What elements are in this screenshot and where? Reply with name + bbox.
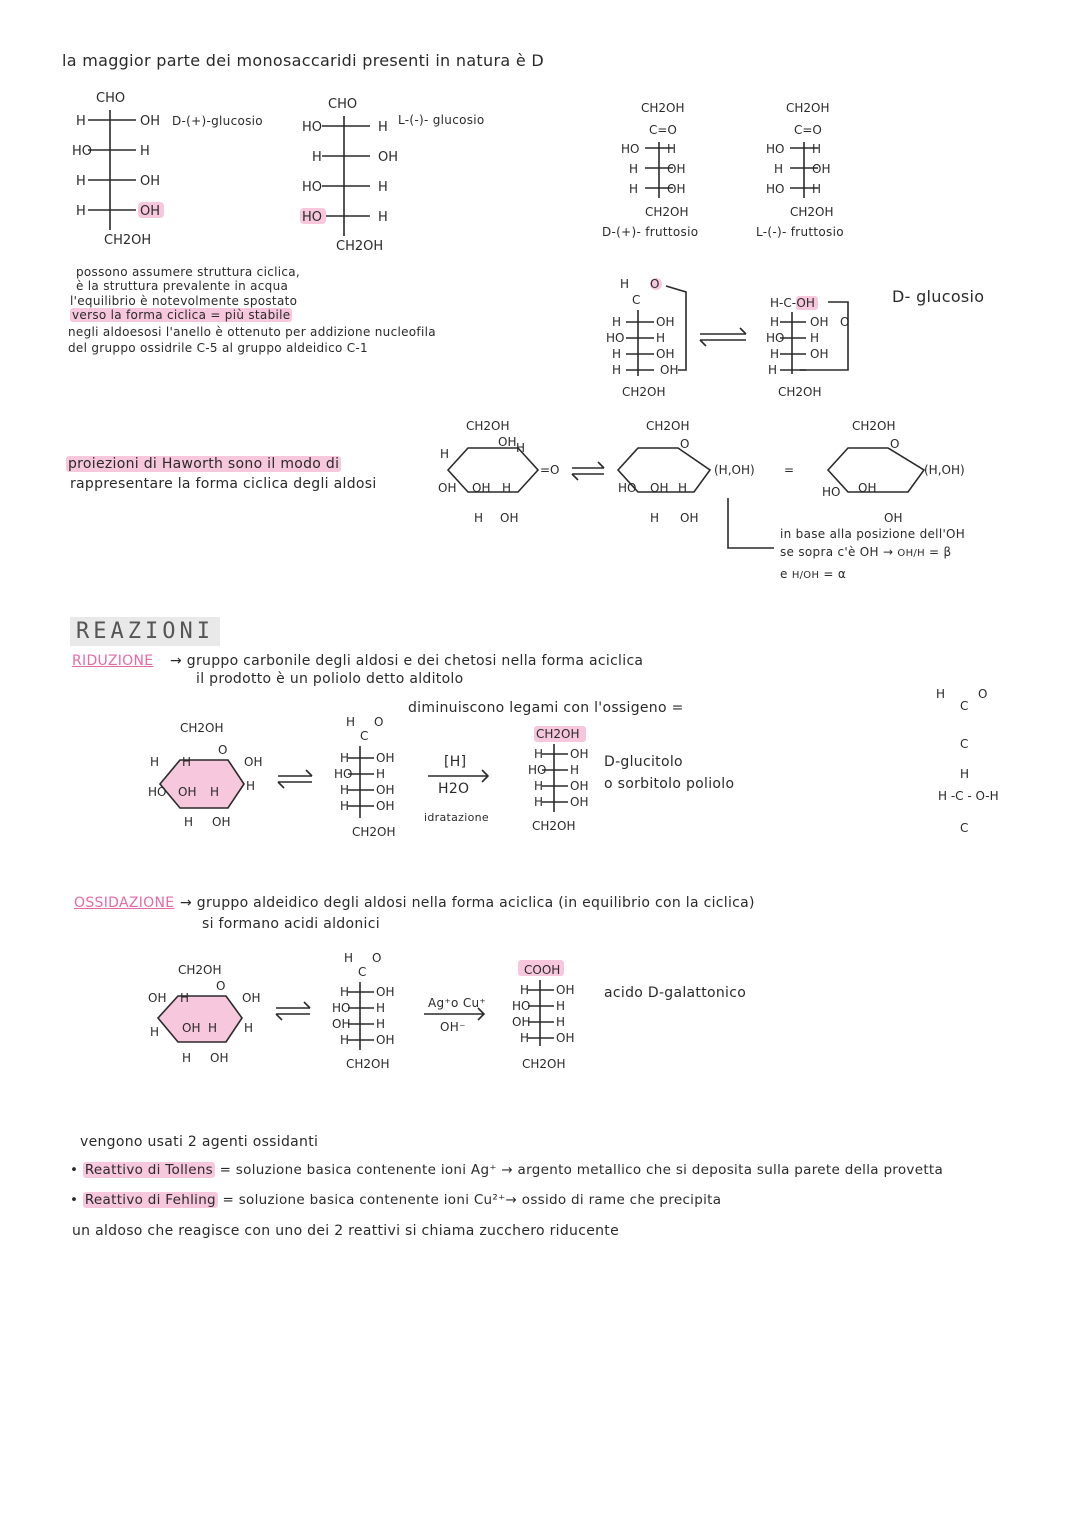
svg-text:OH: OH [212,815,231,829]
svg-text:O: O [374,715,384,729]
svg-text:H: H [556,999,566,1013]
svg-text:CH2OH: CH2OH [622,385,666,399]
svg-text:COOH: COOH [524,963,561,977]
cyclic-line-5: negli aldoesosi l'anello è ottenuto per addizione nucleofila [68,325,436,339]
cyclic-line-1: possono assumere struttura ciclica, [76,265,301,279]
svg-text:H: H [184,815,194,829]
svg-text:OH: OH [556,983,575,997]
svg-text:CH2OH: CH2OH [645,205,689,219]
svg-text:HO: HO [512,999,531,1013]
svg-text:CH2OH: CH2OH [852,419,896,433]
cyclic-line-6: del gruppo ossidrile C-5 al gruppo aldeidico C-1 [68,341,368,355]
svg-text:=: = [784,463,795,477]
reazioni-header: REAZIONI [70,617,220,646]
svg-text:HO: HO [302,120,323,135]
svg-text:H: H [667,142,677,156]
cyclic-line-2: è la struttura prevalente in acqua [76,279,289,293]
svg-text:H: H [534,779,544,793]
svg-text:C: C [358,965,367,979]
svg-text:HO: HO [302,180,323,195]
carbon-sketch [930,686,1030,836]
svg-text:H: H [140,144,150,159]
svg-text:OH: OH [376,799,395,813]
svg-text:H: H [150,755,160,769]
svg-text:OH: OH [148,991,167,1005]
svg-text:CH2OH: CH2OH [178,963,222,977]
svg-text:H: H [376,1001,386,1015]
svg-text:O: O [840,315,850,329]
svg-text:OH: OH [378,150,399,165]
svg-text:H: H [620,277,630,291]
svg-text:OH: OH [884,511,903,525]
svg-text:H: H [76,174,86,189]
riduzione-product-1: D-glucitolo [604,754,683,770]
svg-text:OH: OH [660,363,679,377]
agents-line-1: vengono usati 2 agenti ossidanti [80,1134,319,1150]
svg-text:H: H [656,331,666,345]
svg-text:H: H [244,1021,254,1035]
svg-text:OH: OH [182,1021,201,1035]
svg-text:HO: HO [618,481,637,495]
intro-line: la maggior parte dei monosaccaridi presenti in natura è D [62,51,544,70]
svg-text:H: H [440,447,450,461]
svg-text:H: H [474,511,484,525]
svg-text:CH2OH: CH2OH [778,385,822,399]
svg-text:HO: HO [766,182,785,196]
svg-text:H: H [768,363,778,377]
svg-text:H: H [340,783,350,797]
l-glucose-label: L-(-)- glucosio [398,113,485,127]
svg-text:H: H [534,795,544,809]
haworth-line-2: rappresentare la forma ciclica degli aldosi [70,476,377,492]
svg-text:CH2OH: CH2OH [466,419,510,433]
svg-text:OH: OH [376,985,395,999]
svg-text:H: H [76,204,86,219]
svg-text:OH: OH [656,315,675,329]
ossidazione-line-2: si formano acidi aldonici [202,916,380,932]
riduzione-line-3: diminuiscono legami con l'ossigeno = [408,700,684,716]
agents-line-4: un aldoso che reagisce con uno dei 2 reattivi si chiama zucchero riducente [72,1223,620,1239]
svg-text:H: H [340,799,350,813]
svg-text:H: H [770,315,780,329]
svg-text:CH2OH: CH2OH [180,721,224,735]
haworth-note-3: e H/OH = α [780,567,847,581]
svg-text:OH: OH [667,162,686,176]
svg-text:O: O [890,437,900,451]
svg-text:C=O: C=O [649,123,677,137]
l-fructose-label: L-(-)- fruttosio [756,225,844,239]
svg-text:H: H [376,767,386,781]
svg-text:OH: OH [140,174,161,189]
svg-text:H: H [208,1021,218,1035]
svg-text:OH: OH [376,751,395,765]
svg-text:H: H [516,441,526,455]
svg-text:H: H [76,114,86,129]
riduzione-product-2: o sorbitolo poliolo [604,776,735,792]
svg-text:H: H [520,1031,530,1045]
svg-text:H: H [770,347,780,361]
svg-text:CH2OH: CH2OH [104,233,152,248]
svg-text:OH: OH [656,347,675,361]
haworth-note-2: se sopra c'è OH → OH/H = β [780,545,952,559]
riduzione-diagram [148,714,628,844]
svg-text:H: H [182,1051,192,1065]
svg-text:OH: OH [570,747,589,761]
svg-text:OH: OH [650,481,669,495]
svg-text:CH2OH: CH2OH [346,1057,390,1071]
svg-text:C: C [960,821,969,835]
svg-text:OH: OH [570,779,589,793]
svg-text:C=O: C=O [794,123,822,137]
svg-text:OH: OH [810,315,829,329]
svg-text:H-C-OH: H-C-OH [770,296,815,310]
riduzione-line-2: il prodotto è un poliolo detto alditolo [196,671,464,687]
svg-text:O: O [372,951,382,965]
d-glucose-cyclic-label: D- glucosio [892,287,985,306]
svg-text:HO: HO [822,485,841,499]
svg-text:H: H [210,785,220,799]
svg-text:H: H [810,331,820,345]
svg-text:=O: =O [540,463,560,477]
fischer-l-fructose [760,98,880,223]
svg-text:H: H [340,751,350,765]
svg-text:H: H [502,481,512,495]
svg-text:HO: HO [148,785,167,799]
svg-text:OH: OH [570,795,589,809]
ossidazione-diagram [146,950,626,1080]
svg-text:H: H [960,767,970,781]
svg-text:H: H [378,120,388,135]
svg-text:H: H [534,747,544,761]
svg-text:HO: HO [72,144,93,159]
svg-text:OH: OH [210,1051,229,1065]
svg-text:CH2OH: CH2OH [536,727,580,741]
cyclic-line-4: verso la forma ciclica = più stabile [72,308,291,322]
svg-text:H: H [180,991,190,1005]
svg-text:H: H [376,1017,386,1031]
svg-text:HO: HO [766,142,785,156]
agents-fehling: • Reattivo di Fehling = soluzione basica contenente ioni Cu²⁺→ ossido di rame che precipita [70,1192,722,1208]
svg-text:OH: OH [376,1033,395,1047]
riduzione-title: RIDUZIONE [72,653,154,669]
riduzione-idratazione: idratazione [424,811,489,824]
svg-text:H: H [182,755,192,769]
svg-text:H: H [346,715,356,729]
svg-text:HO: HO [302,210,323,225]
svg-text:H: H [344,951,354,965]
svg-text:OH: OH [472,481,491,495]
d-glucose-label: D-(+)-glucosio [172,114,263,128]
svg-text:CH2OH: CH2OH [646,419,690,433]
ossidazione-reagent: Ag⁺o Cu⁺ [428,996,487,1010]
svg-text:H: H [812,142,822,156]
svg-text:CH2OH: CH2OH [790,205,834,219]
svg-text:H: H [936,687,946,701]
svg-text:H: H [246,779,256,793]
svg-text:H: H [650,511,660,525]
svg-text:O: O [978,687,988,701]
svg-text:CH2OH: CH2OH [522,1057,566,1071]
svg-text:OH: OH [498,435,517,449]
riduzione-reagent: [H] [444,754,467,770]
svg-text:H: H [678,481,688,495]
svg-text:OH: OH [680,511,699,525]
svg-text:HO: HO [621,142,640,156]
svg-text:OH: OH [178,785,197,799]
svg-text:H: H [812,182,822,196]
svg-text:C: C [960,699,969,713]
svg-text:H: H [774,162,784,176]
haworth-note-1: in base alla posizione dell'OH [780,527,966,541]
svg-text:OH: OH [500,511,519,525]
svg-text:H: H [570,763,580,777]
svg-text:OH: OH [140,114,161,129]
svg-text:OH: OH [858,481,877,495]
svg-text:OH: OH [332,1017,351,1031]
ossidazione-line-1: → gruppo aldeidico degli aldosi nella forma aciclica (in equilibrio con la ciclica) [180,895,755,911]
svg-text:OH: OH [556,1031,575,1045]
svg-text:OH: OH [810,347,829,361]
svg-text:H: H [629,182,639,196]
svg-text:H: H [378,180,388,195]
svg-text:(H,OH): (H,OH) [714,463,755,477]
svg-text:HO: HO [606,331,625,345]
ring-closing-diagram [600,272,870,402]
svg-text:OH: OH [376,783,395,797]
svg-text:O: O [650,277,660,291]
svg-text:OH: OH [244,755,263,769]
svg-text:H: H [520,983,530,997]
svg-text:HO: HO [334,767,353,781]
riduzione-line-1: → gruppo carbonile degli aldosi e dei chetosi nella forma aciclica [170,653,644,669]
agents-tollens: • Reattivo di Tollens = soluzione basica contenente ioni Ag⁺ → argento metallico che si deposita sulla parete della provetta [70,1162,944,1178]
svg-text:H: H [312,150,322,165]
ossidazione-product: acido D-galattonico [604,985,747,1001]
svg-text:H: H [378,210,388,225]
svg-text:HO: HO [332,1001,351,1015]
svg-text:CH2OH: CH2OH [532,819,576,833]
haworth-line-1: proiezioni di Haworth sono il modo di [68,456,340,472]
svg-text:O: O [216,979,226,993]
haworth-diagram [438,418,1038,528]
svg-text:OH: OH [242,991,261,1005]
svg-text:CH2OH: CH2OH [352,825,396,839]
svg-text:CHO: CHO [96,91,126,106]
svg-text:C: C [360,729,369,743]
svg-text:H -C - O-H: H -C - O-H [938,789,999,803]
svg-text:OH: OH [140,204,161,219]
svg-text:H: H [556,1015,566,1029]
svg-text:O: O [680,437,690,451]
svg-text:H: H [629,162,639,176]
svg-text:HO: HO [766,331,785,345]
d-fructose-label: D-(+)- fruttosio [602,225,699,239]
svg-text:CH2OH: CH2OH [336,239,384,254]
svg-text:OH: OH [512,1015,531,1029]
svg-text:CH2OH: CH2OH [641,101,685,115]
cyclic-line-3: l'equilibrio è notevolmente spostato [70,294,298,308]
fischer-d-fructose [615,98,735,223]
svg-text:HO: HO [528,763,547,777]
riduzione-water: H2O [438,781,470,797]
svg-text:H: H [340,1033,350,1047]
svg-text:O: O [218,743,228,757]
svg-text:OH: OH [667,182,686,196]
svg-text:C: C [960,737,969,751]
ossidazione-title: OSSIDAZIONE [74,895,175,911]
svg-text:H: H [340,985,350,999]
svg-text:H: H [150,1025,160,1039]
svg-text:H: H [612,347,622,361]
ossidazione-base: OH⁻ [440,1020,466,1034]
svg-text:CH2OH: CH2OH [786,101,830,115]
svg-text:(H,OH): (H,OH) [924,463,965,477]
svg-text:OH: OH [438,481,457,495]
svg-text:CHO: CHO [328,97,358,112]
svg-text:C: C [632,293,641,307]
svg-text:H: H [612,363,622,377]
svg-text:OH: OH [812,162,831,176]
svg-text:H: H [612,315,622,329]
